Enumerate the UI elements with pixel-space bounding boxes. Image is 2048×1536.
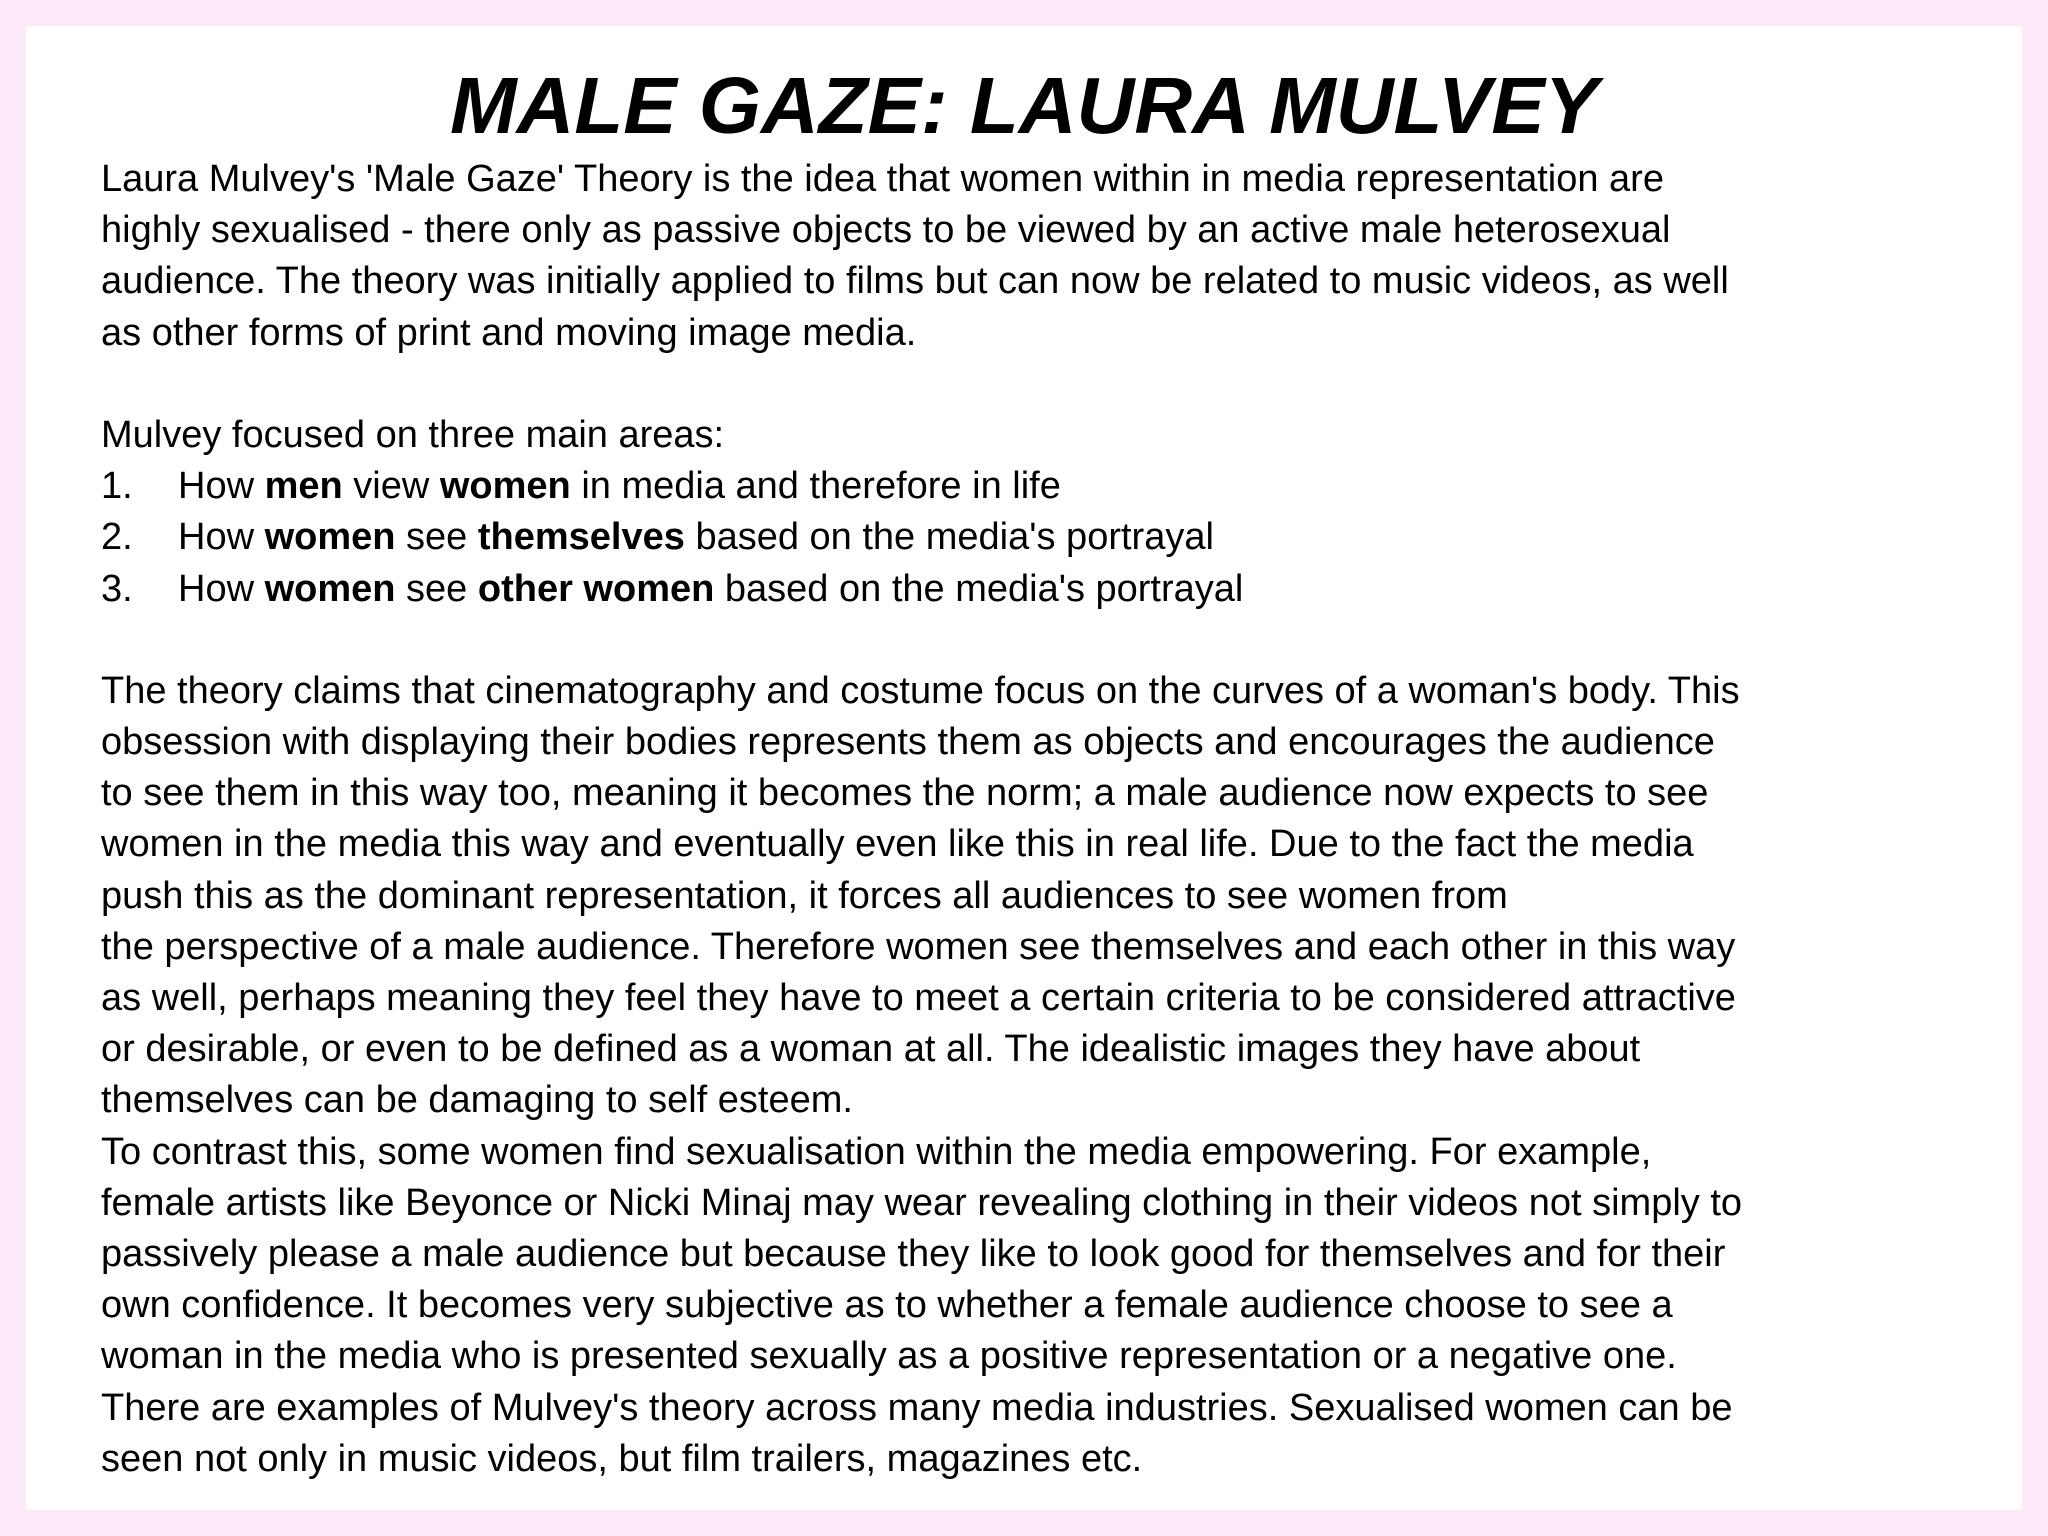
theory-line: obsession with displaying their bodies represents them as objects and encourages the audience bbox=[101, 721, 1715, 764]
list-text-part: in media and therefore in life bbox=[570, 465, 1061, 508]
list-text-bold: women bbox=[264, 567, 396, 610]
list-number: 3. bbox=[101, 567, 133, 610]
spacer bbox=[101, 615, 1981, 666]
list-item bbox=[101, 461, 1981, 512]
contrast-line: passively please a male audience but because they like to look good for themselves and for their bbox=[101, 1232, 1726, 1275]
theory-line: push this as the dominant representation, it forces all audiences to see women from bbox=[101, 874, 1508, 917]
intro-paragraph bbox=[101, 154, 1981, 359]
list-item bbox=[101, 512, 1981, 563]
theory-line: women in the media this way and eventually even like this in real life. Due to the fact the media bbox=[101, 823, 1694, 866]
list-text-part: view bbox=[342, 465, 440, 508]
theory-line: as well, perhaps meaning they feel they have to meet a certain criteria to be considered attractive bbox=[101, 977, 1736, 1019]
theory-line: the perspective of a male audience. Therefore women see themselves and each other in this way bbox=[101, 925, 1736, 968]
theory-line: The theory claims that cinematography and costume focus on the curves of a woman's body. This bbox=[101, 669, 1740, 712]
list-text-part: How bbox=[178, 465, 265, 508]
body-text bbox=[101, 154, 1981, 1485]
list-text-part: based on the media's portrayal bbox=[714, 567, 1244, 610]
intro-line: highly sexualised - there only as passive objects to be viewed by an active male heterosexual bbox=[101, 209, 1671, 252]
list-text-part: based on the media's portrayal bbox=[684, 516, 1214, 559]
areas-list bbox=[101, 461, 1981, 615]
intro-line: as other forms of print and moving image media. bbox=[101, 311, 917, 354]
list-number: 1. bbox=[101, 465, 133, 508]
list-text-bold: themselves bbox=[477, 516, 685, 559]
intro-line: audience. The theory was initially applied to films but can now be related to music videos, as well bbox=[101, 260, 1729, 303]
list-text-part: see bbox=[395, 567, 478, 610]
intro-line: Laura Mulvey's 'Male Gaze' Theory is the idea that women within in media representation are bbox=[101, 158, 1664, 200]
theory-line: or desirable, or even to be defined as a woman at all. The idealistic images they have about bbox=[101, 1028, 1641, 1071]
page-title: MALE GAZE: LAURA MULVEY bbox=[449, 61, 1599, 150]
slide bbox=[26, 26, 2022, 1510]
list-text-bold: women bbox=[439, 465, 571, 508]
contrast-line: To contrast this, some women find sexualisation within the media empowering. For example, bbox=[101, 1130, 1652, 1173]
list-text-bold: men bbox=[264, 465, 343, 508]
list-text-part: How bbox=[178, 567, 265, 610]
theory-paragraph bbox=[101, 666, 1981, 1485]
list-text-bold: other women bbox=[477, 567, 715, 610]
contrast-line: woman in the media who is presented sexually as a positive representation or a negative one. bbox=[101, 1335, 1677, 1378]
list-text-part: see bbox=[395, 516, 478, 559]
list-text-part: How bbox=[178, 516, 265, 559]
theory-line: to see them in this way too, meaning it becomes the norm; a male audience now expects to see bbox=[101, 772, 1709, 815]
contrast-line: seen not only in music videos, but film trailers, magazines etc. bbox=[101, 1437, 1143, 1480]
areas-heading: Mulvey focused on three main areas: bbox=[101, 413, 725, 456]
contrast-line: There are examples of Mulvey's theory across many media industries. Sexualised women can be bbox=[101, 1386, 1733, 1429]
contrast-line: own confidence. It becomes very subjective as to whether a female audience choose to see a bbox=[101, 1284, 1673, 1327]
contrast-line: female artists like Beyonce or Nicki Minaj may wear revealing clothing in their videos not simply to bbox=[101, 1181, 1743, 1224]
theory-line: themselves can be damaging to self esteem. bbox=[101, 1079, 853, 1122]
spacer bbox=[101, 359, 1981, 410]
list-text-bold: women bbox=[264, 516, 396, 559]
list-number: 2. bbox=[101, 516, 133, 559]
list-item bbox=[101, 564, 1981, 615]
